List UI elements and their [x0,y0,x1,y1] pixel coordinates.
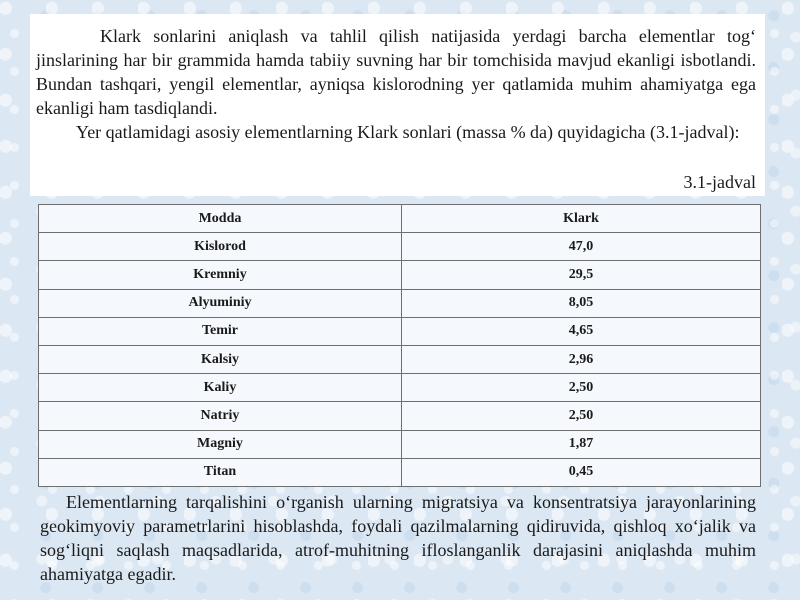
table-row [39,430,761,458]
element-name: Temir [39,317,402,345]
header-modda: Modda [39,205,402,233]
clark-value: 2,50 [402,374,761,402]
clark-value: 4,65 [402,317,761,345]
element-name: Kremniy [39,261,402,289]
clark-value: 2,96 [402,345,761,373]
conclusion-paragraph: Elementlarning tarqalishini o‘rganish ularning migratsiya va konsentratsiya jarayonlarining geokimyoviy parametrlarini hisoblashda, foydali qazilmalarning qidiruvida, qishloq xo‘jalik va sog‘liqni saqlash maqsadlarida, atrof-muhitning ifloslanganlik darajasini aniqlashda muhim ahamiyatga egadir. [40,492,756,584]
element-name: Kaliy [39,374,402,402]
table-row [39,261,761,289]
clark-value: 47,0 [402,233,761,261]
clark-value: 8,05 [402,289,761,317]
clark-value: 2,50 [402,402,761,430]
element-name: Magniy [39,430,402,458]
element-name: Alyuminiy [39,289,402,317]
intro-paragraph: Klark sonlarini aniqlash va tahlil qilish natijasida yerdagi barcha elementlar tog‘ jinslarining har bir grammida hamda tabiiy suvning har bir tomchisida mavjud ekanligi isbotlandi. Bundan tashqari, yengil elementlar, ayniqsa kislorodning yer qatlamida muhim ahamiyatga ega ekanligi ham tasdiqlandi. [36,26,756,118]
element-name: Titan [39,458,402,486]
clark-value: 0,45 [402,458,761,486]
table-intro-paragraph: Yer qatlamidagi asosiy elementlarning Klark sonlari (massa % da) quyidagicha (3.1-jadval): [76,122,740,142]
table-row [39,289,761,317]
table-row [39,402,761,430]
element-name: Natriy [39,402,402,430]
clark-value: 29,5 [402,261,761,289]
table-row [39,374,761,402]
table-row [39,458,761,486]
table-row [39,345,761,373]
element-name: Kalsiy [39,345,402,373]
header-klark: Klark [402,205,761,233]
table-caption: 3.1-jadval [683,172,756,192]
table-row [39,317,761,345]
clark-numbers-table [38,204,760,487]
element-name: Kislorod [39,233,402,261]
table-header-row [39,205,761,233]
clark-value: 1,87 [402,430,761,458]
table-row [39,233,761,261]
